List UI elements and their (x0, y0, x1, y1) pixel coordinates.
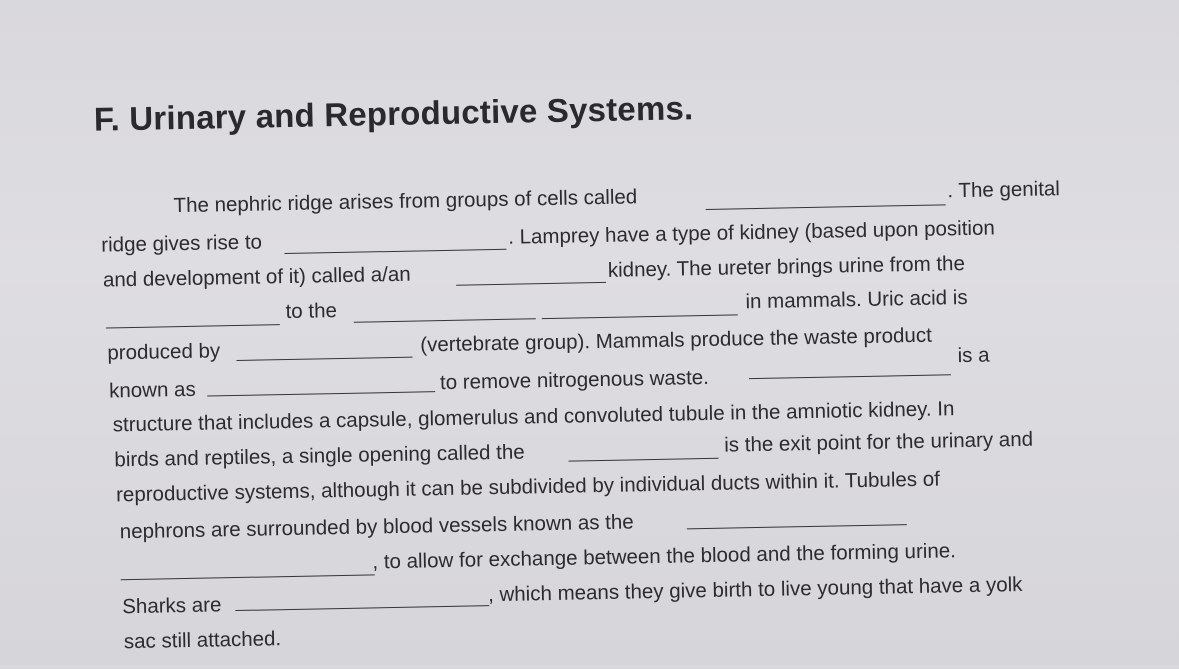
text-line-3a: and development of it) called a/an (102, 262, 411, 292)
blank-13[interactable] (235, 605, 489, 611)
text-line-5a: produced by (107, 339, 221, 365)
blank-9[interactable] (749, 374, 951, 379)
text-line-5b: (vertebrate group). Mammals produce the waste product (420, 323, 933, 357)
text-line-10: nephrons are surrounded by blood vessels known as the (119, 510, 634, 544)
blank-2[interactable] (284, 249, 506, 254)
text-line-7: structure that includes a capsule, glomerulus and convoluted tubule in the amniotic kidney. In (112, 397, 955, 437)
blank-4[interactable] (106, 324, 280, 328)
blank-8[interactable] (207, 391, 435, 396)
text-line-3b: kidney. The ureter brings urine from the (607, 251, 966, 282)
text-line-12a: Sharks are (122, 593, 222, 619)
section-title: F. Urinary and Reproductive Systems. (93, 89, 694, 138)
blank-7[interactable] (237, 357, 413, 361)
text-line-4b: in mammals. Uric acid is (745, 285, 968, 314)
text-line-5c: is a (957, 343, 990, 368)
blank-10[interactable] (569, 458, 719, 462)
blank-12[interactable] (121, 574, 375, 580)
text-line-12b: , which means they give birth to live young that have a yolk (487, 572, 1023, 607)
text-line-2a: ridge gives rise to (101, 230, 263, 257)
text-line-9: reproductive systems, although it can be subdivided by individual ducts within it. Tubules of (115, 467, 941, 507)
blank-5[interactable] (354, 318, 536, 322)
text-line-13: sac still attached. (123, 627, 282, 654)
blank-11[interactable] (687, 524, 907, 529)
text-line-4a: to the (285, 299, 338, 324)
blank-1[interactable] (706, 204, 946, 210)
text-line-8a: birds and reptiles, a single opening called the (114, 440, 525, 472)
blank-3[interactable] (456, 282, 606, 286)
blank-6[interactable] (542, 314, 738, 319)
text-line-2b: . Lamprey have a type of kidney (based upon position (508, 216, 995, 249)
text-line-1a: The nephric ridge arises from groups of cells called (173, 185, 638, 218)
text-line-8b: is the exit point for the urinary and (724, 427, 1034, 457)
text-line-1b: . The genital (947, 177, 1061, 203)
text-line-6b: to remove nitrogenous waste. (439, 365, 710, 395)
text-line-6a: known as (108, 377, 196, 403)
text-line-11: , to allow for exchange between the blood and the forming urine. (372, 539, 957, 574)
